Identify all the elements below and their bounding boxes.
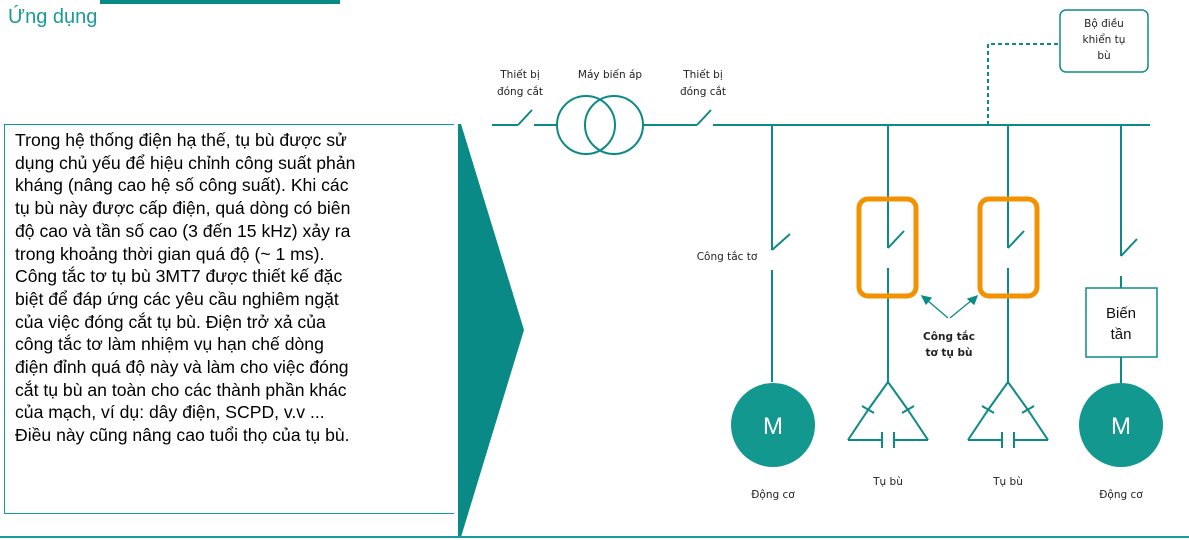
pointer-arrow-icon (950, 300, 972, 318)
switchgear-left-label: Thiết bị (500, 69, 540, 81)
capacitor-delta (968, 410, 988, 440)
controller-label: khiển tụ (1082, 34, 1126, 46)
description-line: Trong hệ thống điện hạ thế, tụ bù được sử (15, 130, 347, 150)
description-line: công tắc tơ làm nhiệm vụ hạn chế dòng (15, 334, 324, 355)
inverter-box (1086, 288, 1157, 357)
pointer-arrow-icon (927, 300, 948, 318)
capacitor-plate (982, 406, 994, 413)
description-line: cắt tụ bù an toàn cho các thành phần khác (15, 379, 347, 400)
controller-label: bù (1097, 50, 1111, 62)
capacitor-delta (868, 382, 888, 410)
description-line: của việc đóng cắt tụ bù. Điện trở xả của (15, 311, 326, 332)
switchgear-right-label: đóng cắt (679, 86, 727, 98)
motor-right-label: Động cơ (1099, 489, 1143, 501)
description-line: Điều này cũng nâng cao tuổi thọ của tụ bù. (15, 425, 350, 446)
description-line: biệt để đáp ứng các yêu cầu nghiêm ngặt (15, 288, 339, 309)
capacitor-contactor-label: Công tắc (923, 331, 975, 343)
inverter-label: tần (1110, 326, 1132, 343)
transformer-label: Máy biến áp (577, 69, 643, 81)
description-line: điện đỉnh quá độ này và làm cho việc đóng (15, 357, 349, 378)
capacitor-contactor-label: tơ tụ bù (925, 347, 973, 359)
description-line: Công tắc tơ tụ bù 3MT7 được thiết kế đặc (15, 266, 343, 287)
capacitor-plate (902, 406, 914, 413)
description-line: tụ bù này được cấp điện, quá dòng có biên (15, 198, 351, 219)
motor-right-symbol: M (1111, 413, 1131, 440)
description-line: kháng (nâng cao hệ số công suất). Khi các (15, 175, 349, 196)
contactor-switch-icon (772, 234, 790, 250)
switch-right-icon (697, 110, 711, 125)
controller-link (988, 44, 1060, 125)
capacitor-switch-icon (888, 231, 904, 248)
switch-left-icon (518, 110, 532, 125)
switchgear-left-label: đóng cắt (496, 86, 544, 98)
page-subtitle: Ứng dụng (8, 6, 98, 28)
description-line: độ cao và tần số cao (3 đến 15 kHz) xảy ra (15, 220, 351, 241)
capacitor-delta (1028, 410, 1048, 440)
description-line: của mạch, ví dụ: dây điện, SCPD, v.v ... (15, 402, 325, 423)
motor-left-label: Động cơ (751, 489, 795, 501)
contactor-switch-icon (1121, 239, 1137, 256)
capacitor-plate (1022, 406, 1034, 413)
controller-label: Bộ điều (1084, 18, 1124, 30)
capacitor-delta (888, 382, 908, 410)
capacitor-delta (908, 410, 928, 440)
capacitor-delta (988, 382, 1008, 410)
capacitor-delta (848, 410, 868, 440)
capacitor-delta (1008, 382, 1028, 410)
capacitor-left-label: Tụ bù (873, 476, 903, 488)
capacitor-switch-icon (1008, 231, 1024, 248)
switchgear-right-label: Thiết bị (683, 69, 723, 81)
description-line: dụng chủ yếu để hiệu chỉnh công suất phản (15, 152, 356, 173)
inverter-label: Biến (1105, 305, 1137, 322)
description-line: trong khoảng thời gian quá độ (~ 1 ms). (15, 243, 325, 264)
motor-left-symbol: M (763, 413, 783, 440)
capacitor-plate (862, 406, 874, 413)
contactor-label: Công tắc tơ (696, 251, 758, 263)
capacitor-right-label: Tụ bù (993, 476, 1023, 488)
